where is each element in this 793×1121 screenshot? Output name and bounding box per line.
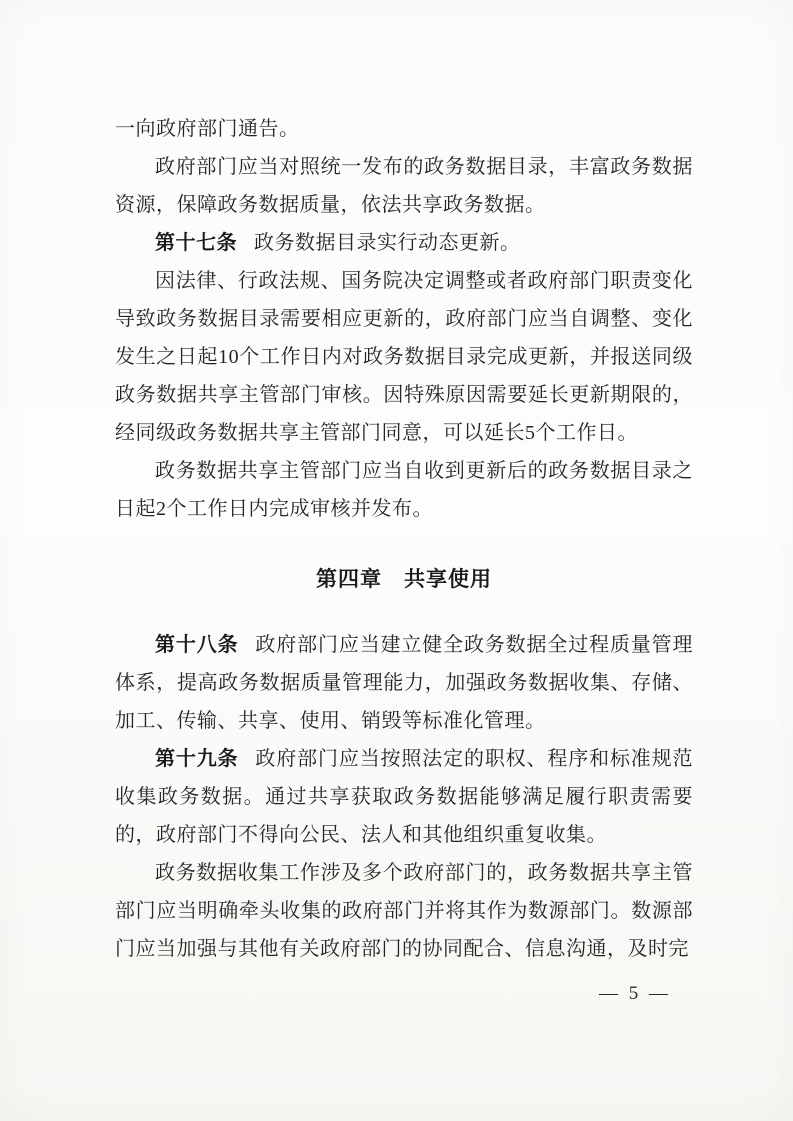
article-number: 第十九条 [155,748,239,770]
paragraph-text: 政府部门应当对照统一发布的政务数据目录，丰富政务数据资源，保障政务数据质量，依法共享政务数据。 [115,156,693,216]
paragraph-text: 因法律、行政法规、国务院决定调整或者政府部门职责变化导致政务数据目录需要相应更新的，政府部门应当自调整、变化发生之日起10个工作日内对政务数据目录完成更新，并报送同级政务数据共享主管部门审核。因特殊原因需要延长更新期限的，经同级政务数据共享主管部门同意，可以延长5个工作日。 [115,270,693,444]
paragraph-text: 政务数据收集工作涉及多个政府部门的，政务数据共享主管部门应当明确牵头收集的政府部门并将其作为数源部门。数源部门应当加强与其他有关政府部门的协同配合、信息沟通，及时完 [115,862,693,960]
page-number: — 5 — [599,983,671,1004]
paragraph [115,452,693,528]
paragraph [115,854,693,968]
paragraph [115,262,693,452]
paragraph-text: 政务数据共享主管部门应当自收到更新后的政务数据目录之日起2个工作日内完成审核并发布。 [115,460,693,520]
paragraph-text: 政务数据目录实行动态更新。 [254,232,521,254]
paragraph-text: 政府部门应当按照法定的职权、程序和标准规范收集政务数据。通过共享获取政务数据能够满足履行职责需要的，政府部门不得向公民、法人和其他组织重复收集。 [115,748,694,846]
article-number: 第十七条 [155,232,237,254]
document-body [115,110,693,968]
chapter-heading: 第四章 共享使用 [316,567,492,591]
paragraph-text: 政府部门应当建立健全政务数据全过程质量管理体系，提高政务数据质量管理能力，加强政务数据收集、存储、加工、传输、共享、使用、销毁等标准化管理。 [115,634,694,732]
article-17 [115,224,693,262]
article-number: 第十八条 [155,634,239,656]
article-18 [115,626,693,740]
paragraph-continuation [115,110,693,148]
paragraph [115,148,693,224]
article-19 [115,740,693,854]
paragraph-text: 一向政府部门通告。 [115,118,300,140]
